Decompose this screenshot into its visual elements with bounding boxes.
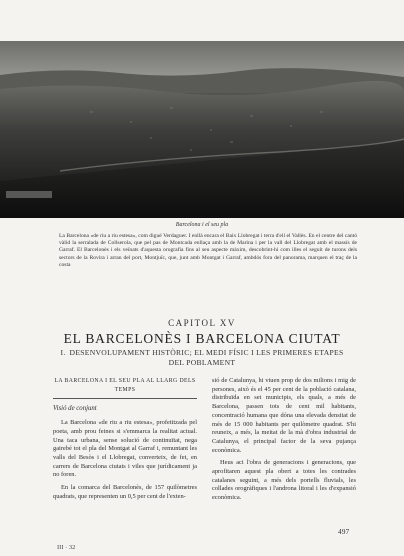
subtitle-number: I.: [60, 348, 66, 357]
aerial-photo-illustration: [0, 41, 404, 218]
left-column: [53, 377, 197, 505]
photo-caption-body: La Barcelona «de riu a riu estesa», com digué Verdaguer. I enllà encara el Baix Llobregat i terra d'ell el Vallès. En el centre del cantó vàlid la serralada de Collserola, que pel pas de Montcada enllaça amb la de Marina i per la vall del Llobregat amb el massís de Garraf. El Barcelonès i els veïnats d'aquesta orografia fins al seu aspecte màxim, descobrint-hi com illes el seguit de turons dels sectors de la Rovira i arran del port, Montjuïc, que, junt amb Montgat i Garraf, ambdós fora del panorama, marquen el traç de la costa: [59, 233, 357, 268]
aerial-photo-barcelona: [0, 41, 404, 218]
chapter-label: CAPITOL XV: [168, 318, 236, 328]
right-column: [212, 377, 356, 507]
section-subtitle: [50, 348, 354, 368]
footer-signature-mark: III · 32: [57, 544, 76, 551]
paragraph: sió de Catalunya, hi viuen prop de dos milions i mig de persones, això és el 45 per cent de la població catalana, distribuïda en set municipis, els quals, a més de Barcelona, passen tots de cent mil habitants, concentració humana que dóna una elevada densitat de més de 15 000 habitants per quilòmetre quadrat. S'hi reuneix, a més, la meitat de la mà d'obra industrial de Catalunya, el principal factor de la seva pujança econòmica.: [212, 377, 356, 454]
paragraph: En la comarca del Barcelonès, de 157 quilòmetres quadrats, que representen un 0,5 per cent de l'exten-: [53, 484, 197, 500]
subsection-heading: Visió de conjunt: [53, 405, 97, 413]
chapter-title: EL BARCELONÈS I BARCELONA CIUTAT: [63, 331, 341, 346]
subtitle-line-1: [50, 348, 354, 358]
paragraph: La Barcelona «de riu a riu estesa», profetitzada pel poeta, amb prou feines si s'emmarca la realitat actual. Una taca urbana, sense solució de continuïtat, nega gairebé tot el pla del Montgat al Garraf i, remuntant les valls del Besòs i el Llobregat, converteix, de fet, en carrers de Barcelona ciutats i viles que jurídicament ja no foren.: [53, 419, 197, 479]
subtitle-text-1: DESENVOLUPAMENT HISTÒRIC; EL MEDI FÍSIC I LES PRIMERES ETAPES: [69, 348, 344, 357]
subtitle-line-2: DEL POBLAMENT: [168, 358, 236, 367]
section-rule: [53, 398, 197, 399]
photo-caption-title: Barcelona i el seu pla: [175, 222, 229, 228]
page-number: 497: [338, 527, 350, 536]
paragraph: Heus aci l'obra de generacions i generacions, que aprofitaren aquest pla obert a totes les contrades catalanes seguint, a més dels portells fluvials, les collades orogràfiques i l'androna litoral i les d'expansió econòmica.: [212, 459, 356, 502]
section-heading: LA BARCELONA I EL SEU PLA AL LLARG DELS TEMPS: [54, 378, 196, 393]
